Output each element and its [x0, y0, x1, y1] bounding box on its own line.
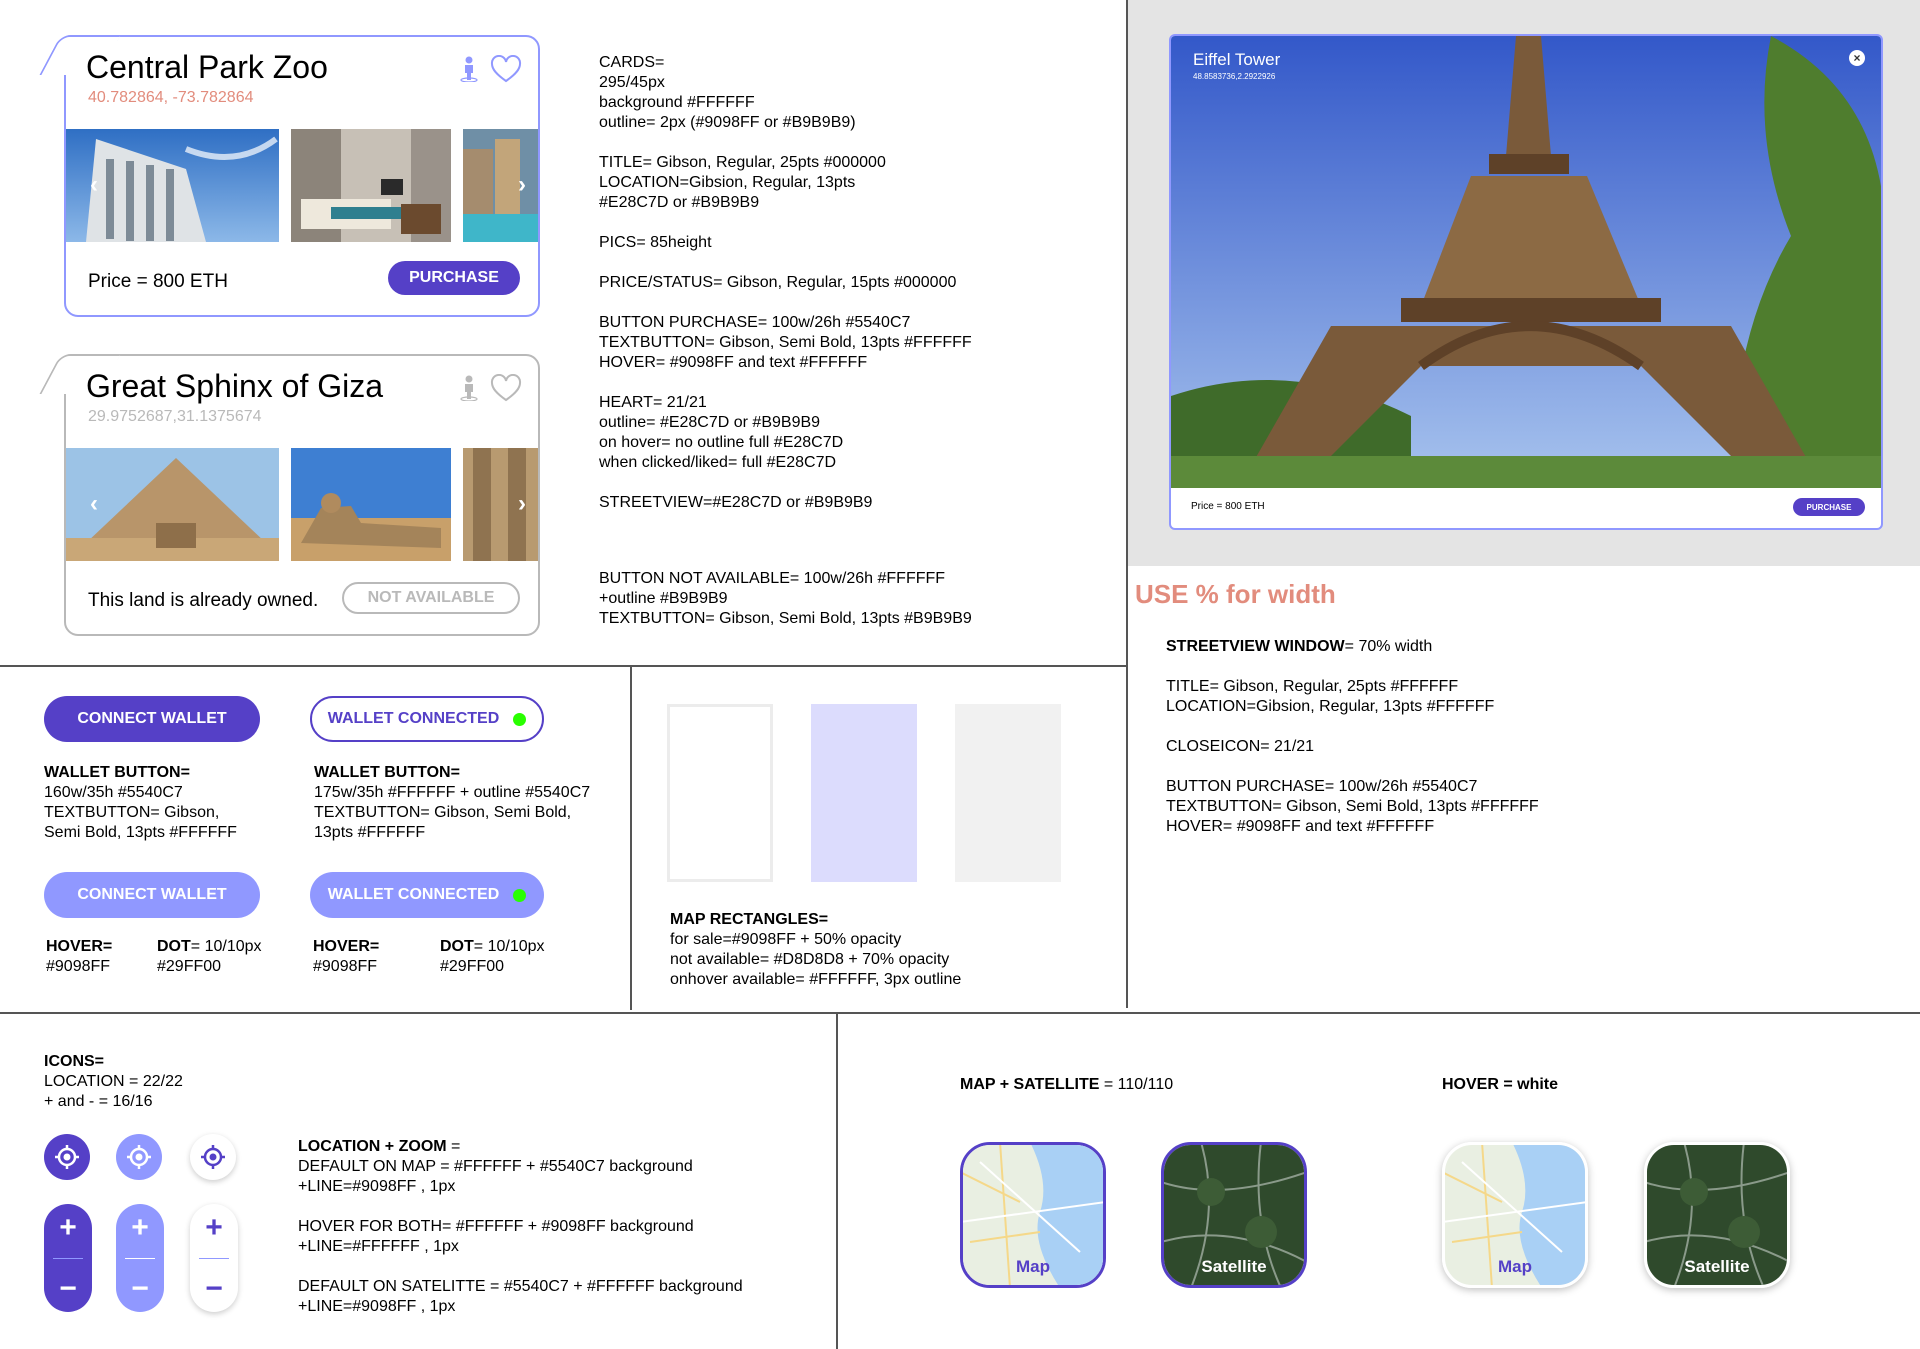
streetview-purchase-button[interactable]: PURCHASE — [1793, 498, 1865, 516]
loczoom-eq: = — [446, 1138, 461, 1155]
zoom-divider — [199, 1258, 229, 1259]
wallet-connected-button[interactable] — [310, 696, 544, 742]
location-target-icon — [199, 1143, 227, 1171]
location-button-default[interactable] — [44, 1134, 90, 1180]
location-target-icon — [125, 1143, 153, 1171]
streetview-title: Eiffel Tower — [1193, 50, 1281, 69]
streetview-spec: TITLE= Gibson, Regular, 25pts #FFFFFF LOCATION=Gibsion, Regular, 13pts #FFFFFF CLOSEICON= 21/21 BUTTON PURCHASE= 100w/26h #5540C7 TEXTBUTTON= Gibson, Semi Bold, 13pts #FFFFFF HOVER= #9098FF and text #FFFFFF — [1166, 678, 1539, 835]
wallet-spec-2: 175w/35h #FFFFFF + outline #5540C7 TEXTBUTTON= Gibson, Semi Bold, 13pts #FFFFFF — [314, 784, 591, 841]
minus-icon[interactable]: − — [131, 1271, 149, 1305]
card-title: Great Sphinx of Giza — [86, 368, 384, 404]
map-rect-not-available[interactable] — [955, 704, 1061, 882]
mapsat-label: MAP + SATELLITE — [960, 1076, 1100, 1093]
heart-icon[interactable] — [490, 374, 522, 402]
map-rect-spec: for sale=#9098FF + 50% opacity not available= #D8D8D8 + 70% opacity onhover available= #FFFFFF, 3px outline — [670, 931, 962, 988]
dot-label: DOT — [440, 938, 474, 955]
streetview-photo — [1171, 36, 1883, 488]
plus-icon[interactable]: + — [59, 1210, 77, 1244]
sv-title-label: STREETVIEW WINDOW — [1166, 638, 1345, 655]
divider-horizontal-2 — [0, 1012, 1920, 1014]
status-dot — [513, 889, 526, 902]
connect-wallet-button[interactable]: CONNECT WALLET — [44, 696, 260, 742]
mapsat-value: = 110/110 — [1099, 1076, 1174, 1093]
photo-sphinx — [291, 448, 451, 561]
satellite-toggle-tile-hover[interactable] — [1644, 1142, 1790, 1288]
map-toggle-tile[interactable] — [960, 1142, 1106, 1288]
card-title: Central Park Zoo — [86, 49, 328, 85]
icons-spec-title: ICONS= — [44, 1053, 105, 1070]
land-card-available[interactable] — [64, 35, 540, 317]
hover-value: #9098FF — [46, 958, 111, 975]
divider-horizontal-1 — [0, 665, 1127, 667]
use-percent-note: USE % for width — [1135, 579, 1336, 609]
map-toggle-tile-hover[interactable] — [1442, 1142, 1588, 1288]
location-target-icon — [53, 1143, 81, 1171]
zoom-control-hover[interactable] — [116, 1204, 164, 1312]
dot-color: #29FF00 — [157, 958, 222, 975]
wallet-spec-1-title: WALLET BUTTON= — [44, 764, 190, 781]
dot-value: = 10/10px — [190, 938, 262, 955]
hover-white-spec: HOVER = white — [1442, 1076, 1559, 1093]
connect-wallet-button-hover[interactable]: CONNECT WALLET — [44, 872, 260, 918]
zoom-control-satellite[interactable] — [190, 1204, 238, 1312]
dot-value: = 10/10px — [473, 938, 545, 955]
wallet-connected-button-hover[interactable] — [310, 872, 544, 918]
streetview-location: 48.8583736,2.2922926 — [1193, 72, 1276, 81]
close-icon[interactable]: × — [1849, 50, 1865, 66]
mapsat-spec — [960, 1075, 1173, 1095]
photo-pool — [463, 129, 538, 242]
streetview-icon[interactable] — [460, 56, 478, 82]
chevron-left-icon[interactable]: ‹ — [90, 171, 98, 198]
hover-label: HOVER= — [313, 938, 380, 955]
wallet-connected-label: WALLET CONNECTED — [327, 886, 500, 903]
divider-vertical-bottom — [836, 1012, 838, 1349]
card-status: This land is already owned. — [88, 590, 319, 611]
hover-spec-2 — [313, 937, 379, 977]
sv-title-value: = 70% width — [1344, 638, 1433, 655]
icons-spec: LOCATION = 22/22 + and - = 16/16 — [44, 1073, 183, 1110]
loczoom-label: LOCATION + ZOOM — [298, 1138, 447, 1155]
satellite-tile-label: Satellite — [1201, 1257, 1267, 1276]
cards-spec: CARDS= 295/45px background #FFFFFF outline= 2px (#9098FF or #B9B9B9) TITLE= Gibson, Regular, 25pts #000000 LOCATION=Gibsion, Regular, 13pts #E28C7D or #B9B9B9 PICS= 85height PRICE/STATUS= Gibson, Regular, 15pts #000000 BUTTON PURCHASE= 100w/26h #5540C7 TEXTBUTTON= Gibson, Semi Bold, 13pts #FFFFFF HOVER= #9098FF and text #FFFFFF HEART= 21/21 outline= #E28C7D or #B9B9B9 on hover= no outline full #E28C7D when clicked/liked= full #E28C7D STREETVIEW=#E28C7D or #B9B9B9 — [599, 54, 972, 511]
dot-label: DOT — [157, 938, 191, 955]
wallet-connected-label: WALLET CONNECTED — [327, 710, 500, 727]
plus-icon[interactable]: + — [205, 1210, 223, 1244]
plus-icon[interactable]: + — [131, 1210, 149, 1244]
photo-temple — [463, 448, 538, 561]
dot-spec-2 — [440, 937, 545, 977]
minus-icon[interactable]: − — [59, 1271, 77, 1305]
loczoom-spec-title — [298, 1137, 460, 1157]
chevron-right-icon[interactable]: › — [518, 171, 526, 198]
satellite-toggle-tile[interactable] — [1161, 1142, 1307, 1288]
streetview-window[interactable] — [1169, 34, 1883, 530]
photo-carousel[interactable] — [66, 129, 538, 244]
chevron-left-icon[interactable]: ‹ — [90, 490, 98, 517]
map-tile-label: Map — [1498, 1257, 1532, 1276]
card-location: 40.782864, -73.782864 — [88, 89, 254, 106]
map-tile-label: Map — [1016, 1257, 1050, 1276]
streetview-icon[interactable] — [460, 375, 478, 401]
loczoom-spec: DEFAULT ON MAP = #FFFFFF + #5540C7 background +LINE=#9098FF , 1px HOVER FOR BOTH= #FFFFFF + #9098FF background +LINE=#FFFFFF , 1px DEFAULT ON SATELITTE = #5540C7 + #FFFFFF background +LINE=#9098FF , 1px — [298, 1158, 743, 1315]
hover-label: HOVER= — [46, 938, 113, 955]
map-rect-spec-title: MAP RECTANGLES= — [670, 911, 829, 928]
hover-value: #9098FF — [313, 958, 378, 975]
streetview-price: Price = 800 ETH — [1191, 501, 1265, 512]
card-price: Price = 800 ETH — [88, 271, 228, 292]
status-dot — [513, 713, 526, 726]
streetview-spec-title — [1166, 637, 1432, 657]
card-location: 29.9752687,31.1375674 — [88, 408, 262, 425]
dot-color: #29FF00 — [440, 958, 505, 975]
photo-bedroom — [291, 129, 451, 242]
chevron-right-icon[interactable]: › — [518, 490, 526, 517]
dot-spec-1 — [157, 937, 262, 977]
zoom-control-default[interactable] — [44, 1204, 92, 1312]
not-available-button[interactable]: NOT AVAILABLE — [342, 582, 520, 614]
land-card-unavailable[interactable] — [64, 354, 540, 636]
location-button-satellite[interactable] — [190, 1134, 236, 1180]
satellite-tile-label: Satellite — [1684, 1257, 1750, 1276]
zoom-divider — [125, 1258, 155, 1259]
hover-spec-1 — [46, 937, 112, 977]
wallet-spec-1: 160w/35h #5540C7 TEXTBUTTON= Gibson, Semi Bold, 13pts #FFFFFF — [44, 784, 237, 841]
photo-carousel[interactable] — [66, 448, 538, 563]
map-rect-hover[interactable] — [667, 704, 773, 882]
purchase-button[interactable]: PURCHASE — [388, 261, 520, 295]
heart-icon[interactable] — [490, 55, 522, 83]
location-button-hover[interactable] — [116, 1134, 162, 1180]
divider-vertical-mid — [630, 665, 632, 1010]
minus-icon[interactable]: − — [205, 1271, 223, 1305]
map-rect-for-sale[interactable] — [811, 704, 917, 882]
zoom-divider — [53, 1258, 83, 1259]
not-available-spec: BUTTON NOT AVAILABLE= 100w/26h #FFFFFF +outline #B9B9B9 TEXTBUTTON= Gibson, Semi Bold, 13pts #B9B9B9 — [599, 570, 972, 627]
wallet-spec-2-title: WALLET BUTTON= — [314, 764, 460, 781]
